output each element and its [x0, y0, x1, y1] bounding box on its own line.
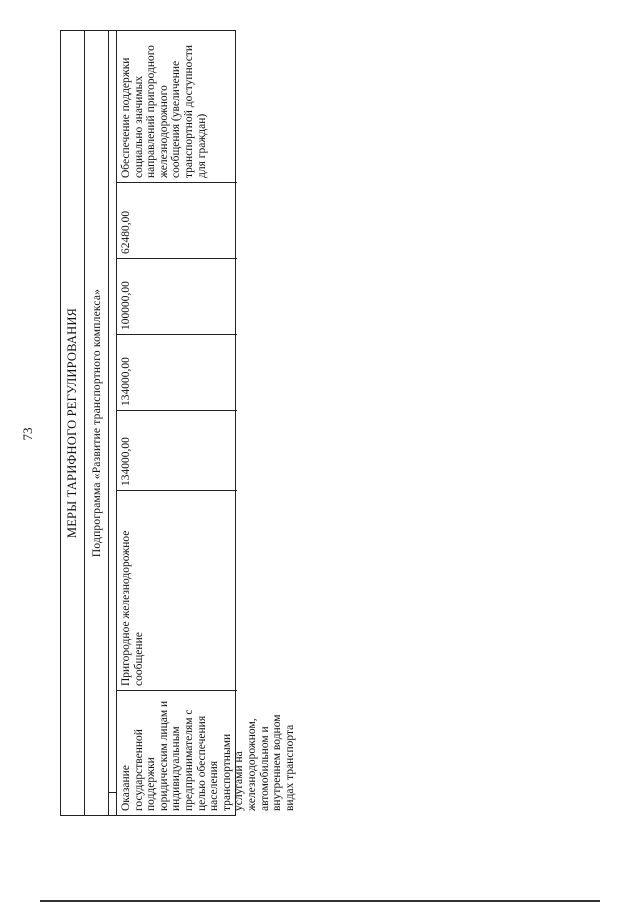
spacer-row: [109, 31, 117, 815]
tariff-table: [60, 30, 296, 816]
measure-cell: Оказание государственной поддержки юридическим лицам и индивидуальным предпринимателям с целью обеспечения населения транспортными услугами на железнодорожном, автомобильном и внутреннем водном видах транспорта: [117, 690, 237, 815]
category-cell: Пригородное железнодорожное сообщение: [117, 490, 237, 690]
table-row: [117, 31, 296, 815]
table-title-row: [61, 31, 85, 815]
value-cell-1: 134000,00: [117, 410, 237, 490]
value-cell-3: 100000,00: [117, 258, 237, 334]
spacer-cell: [109, 792, 116, 815]
value-cell-2: 134000,00: [117, 334, 237, 410]
table-frame: [60, 30, 296, 816]
subprogram-row: [85, 31, 109, 815]
table-title: МЕРЫ ТАРИФНОГО РЕГУЛИРОВАНИЯ: [65, 307, 79, 539]
value-cell-4: 62480,00: [117, 182, 237, 258]
page-number: 73: [20, 427, 35, 441]
scan-bottom-edge: [40, 900, 600, 902]
subprogram-title: Подпрограмма «Развитие транспортного комплекса»: [90, 288, 103, 558]
goal-cell: Обеспечение поддержки социально значимых направлений пригородного железнодорожного сообщения (увеличение транспортной доступности для граждан): [120, 45, 208, 178]
